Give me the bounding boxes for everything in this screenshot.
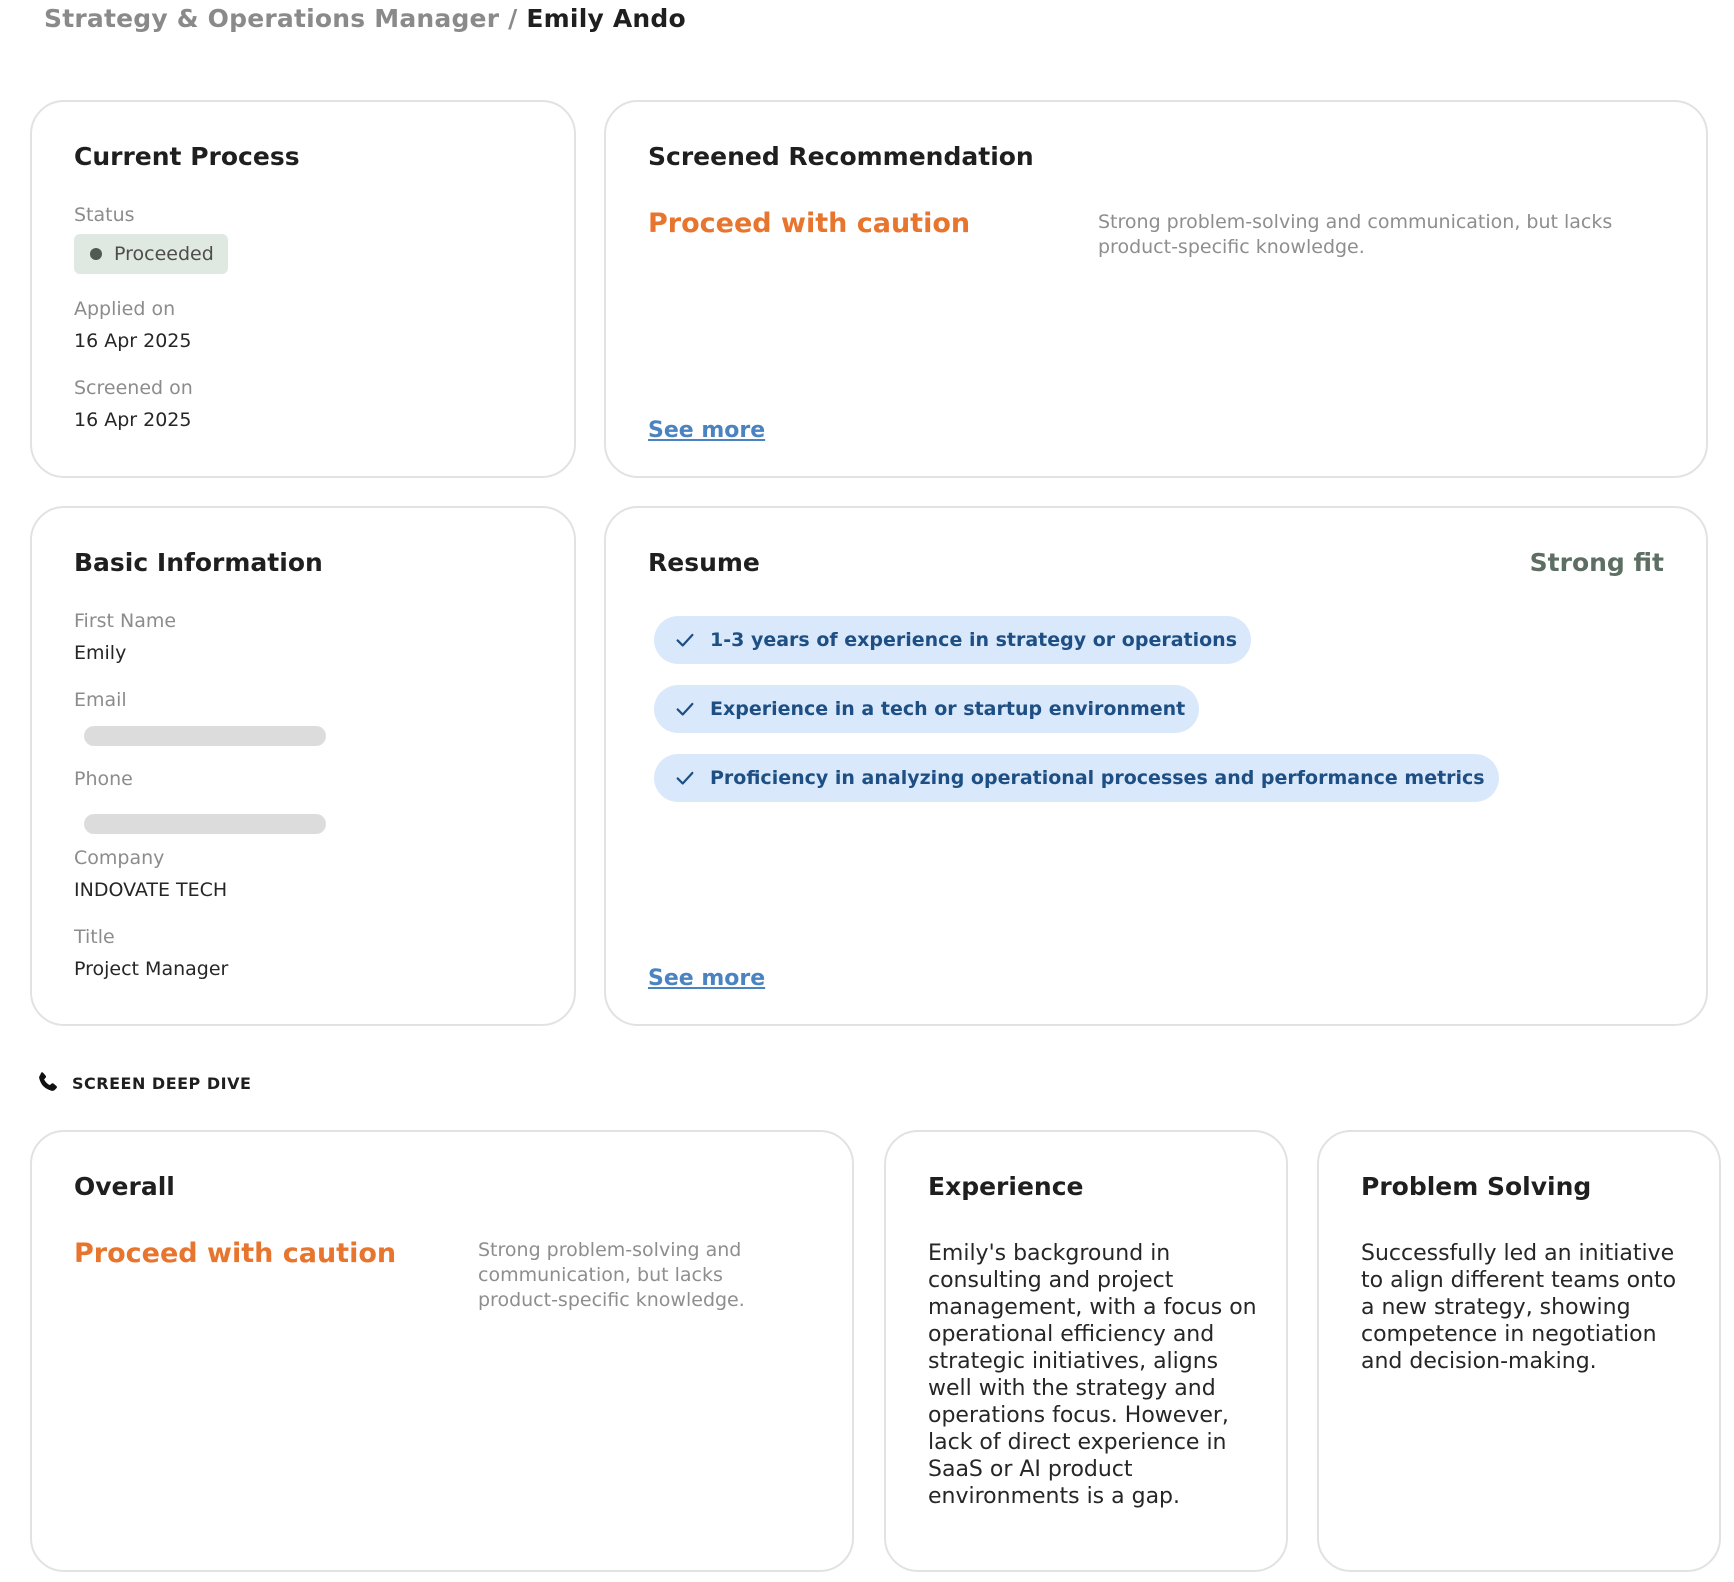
phone-masked [84, 814, 326, 834]
criteria-pill[interactable] [654, 616, 1251, 664]
company-value: INDOVATE TECH [74, 879, 228, 901]
problem-solving-card [1317, 1130, 1721, 1572]
recommendation-verdict: Proceed with caution [648, 208, 971, 239]
card-title: Basic Information [74, 548, 323, 577]
overall-summary: Strong problem-solving and communication, but lacks product-specific knowledge. [478, 1239, 745, 1311]
section-header-label: SCREEN DEEP DIVE [72, 1073, 252, 1093]
breadcrumb-role[interactable]: Strategy & Operations Manager [44, 4, 500, 33]
check-icon [674, 767, 696, 789]
first-name-value: Emily [74, 642, 127, 664]
experience-text: Emily's background in consulting and project management, with a focus on operational efficiency and strategic initiatives, aligns well with the strategy and operations focus. However, lack of direct experience in SaaS or AI product environments is a gap. [928, 1241, 1257, 1509]
fit-label: Strong fit [1529, 548, 1664, 577]
email-label: Email [74, 689, 127, 711]
status-label: Status [74, 204, 135, 226]
criteria-pill[interactable] [654, 754, 1499, 802]
current-process-card [30, 100, 576, 478]
applied-value: 16 Apr 2025 [74, 330, 192, 352]
check-icon [674, 629, 696, 651]
breadcrumb-separator: / [508, 4, 518, 33]
screened-value: 16 Apr 2025 [74, 409, 192, 431]
resume-card [604, 506, 1708, 1026]
screen-deep-dive-header [34, 1070, 251, 1096]
card-title: Overall [74, 1172, 175, 1201]
criteria-text: Experience in a tech or startup environment [710, 698, 1186, 720]
criteria-text: 1-3 years of experience in strategy or operations [710, 629, 1238, 651]
screened-label: Screened on [74, 377, 193, 399]
status-value: Proceeded [114, 243, 214, 265]
company-label: Company [74, 847, 165, 869]
screened-recommendation-card [604, 100, 1708, 478]
criteria-text: Proficiency in analyzing operational processes and performance metrics [710, 767, 1485, 789]
problem-solving-text: Successfully led an initiative to align different teams onto a new strategy, showing competence in negotiation and decision-making. [1361, 1241, 1677, 1374]
status-dot-icon [90, 248, 102, 260]
phone-icon [34, 1070, 60, 1096]
breadcrumb-candidate: Emily Ando [526, 4, 686, 33]
card-title: Problem Solving [1361, 1172, 1592, 1201]
basic-information-card [30, 506, 576, 1026]
experience-card [884, 1130, 1288, 1572]
criteria-pill[interactable] [654, 685, 1199, 733]
overall-card [30, 1130, 854, 1572]
title-label: Title [74, 926, 115, 948]
check-icon [674, 698, 696, 720]
overall-verdict: Proceed with caution [74, 1238, 397, 1269]
first-name-label: First Name [74, 610, 177, 632]
phone-label: Phone [74, 768, 133, 790]
card-title: Resume [648, 548, 760, 577]
see-more-link[interactable]: See more [648, 418, 766, 443]
email-masked [84, 726, 326, 746]
title-value: Project Manager [74, 958, 229, 980]
card-title: Screened Recommendation [648, 142, 1034, 171]
see-more-link[interactable]: See more [648, 966, 766, 991]
breadcrumb [44, 4, 686, 33]
status-badge [74, 234, 228, 274]
card-title: Experience [928, 1172, 1084, 1201]
card-title: Current Process [74, 142, 300, 171]
applied-label: Applied on [74, 298, 176, 320]
recommendation-summary: Strong problem-solving and communication, but lacks product-specific knowledge. [1098, 211, 1613, 258]
